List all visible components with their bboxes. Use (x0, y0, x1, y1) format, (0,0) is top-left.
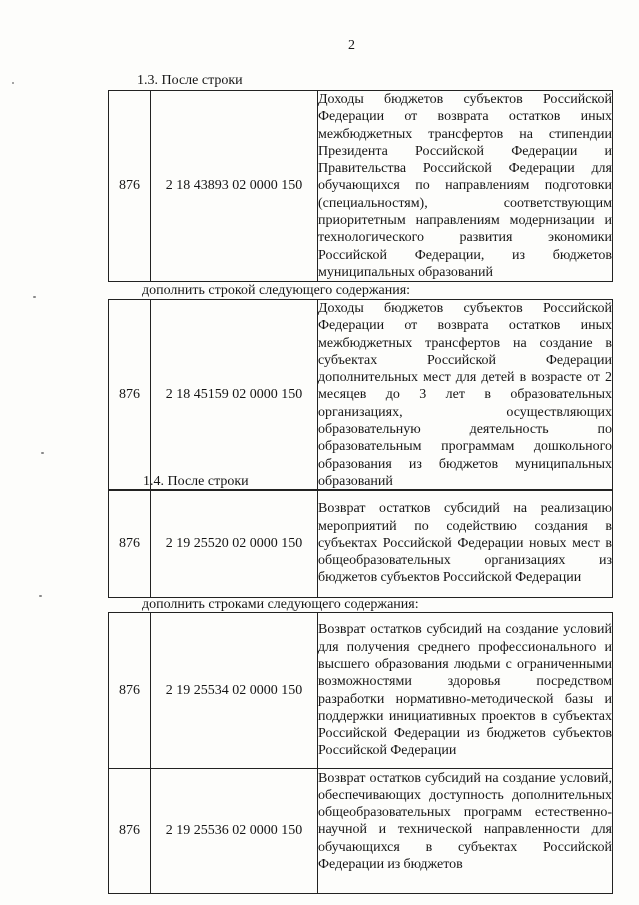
income-description: Возврат остатков субсидий на создание условий, обеспечивающих доступность дополнительных общеобразовательных программ естественно-научной и технической направленности для обучающихся в субъектах Российской Федерации из бюджетов (318, 770, 612, 872)
admin-code-cell: 876 (109, 613, 151, 769)
admin-code-cell: 876 (109, 91, 151, 282)
section-heading-1-3: 1.3. После строки (137, 73, 243, 88)
admin-code-cell: 876 (109, 769, 151, 894)
scan-mark (12, 82, 14, 84)
table-row (109, 613, 613, 769)
kbk-code-cell: 2 18 45159 02 0000 150 (151, 300, 318, 491)
table-row (109, 91, 613, 282)
scan-mark (41, 452, 44, 454)
income-description: Возврат остатков субсидий на создание условий для получения среднего профессионального и высшего образования людьми с ограниченными возможностями здоровья посредством разработки нормативно-методической базы и поддержки инициативных проектов в субъектах Российской Федерации из бюджетов субъектов Российской Федерации (318, 622, 612, 759)
table-row (109, 490, 613, 598)
budget-code-table (108, 489, 613, 598)
income-description-cell (318, 300, 613, 491)
income-description-cell (318, 490, 613, 598)
budget-code-table (108, 90, 613, 282)
admin-code-cell: 876 (109, 490, 151, 598)
kbk-code-cell: 2 19 25534 02 0000 150 (151, 613, 318, 769)
section-heading-1-4: 1.4. После строки (143, 474, 249, 489)
section-heading-add-rows: дополнить строками следующего содержания: (142, 597, 419, 612)
kbk-code-cell: 2 19 25536 02 0000 150 (151, 769, 318, 894)
income-description: Возврат остатков субсидий на реализацию мероприятий по содействию создания в субъектах Российской Федерации новых мест в общеобразовательных организациях из бюджетов субъектов Российской Федерации (318, 501, 612, 586)
kbk-code-cell: 2 19 25520 02 0000 150 (151, 490, 318, 598)
page-number: 2 (348, 38, 355, 53)
income-description-cell (318, 613, 613, 769)
section-heading-add-row: дополнить строкой следующего содержания: (142, 283, 411, 298)
kbk-code-cell: 2 18 43893 02 0000 150 (151, 91, 318, 282)
income-description-cell (318, 91, 613, 282)
budget-code-table (108, 299, 613, 491)
income-description-cell (318, 769, 613, 894)
admin-code-cell: 876 (109, 300, 151, 491)
table-row (109, 300, 613, 491)
income-description: Доходы бюджетов субъектов Российской Федерации от возврата остатков иных межбюджетных трансфертов на создание в субъектах Российской Федерации дополнительных мест для детей в возрасте от 2 месяцев до 3 лет в образовательных организациях, осуществляющих образовательную деятельность по образовательным программам дошкольного образования из бюджетов муниципальных образований (318, 301, 612, 489)
income-description: Доходы бюджетов субъектов Российской Федерации от возврата остатков иных межбюджетных трансфертов на стипендии Президента Российской Федерации и Правительства Российской Федерации для обучающихся по направлениям подготовки (специальностям), соответствующим приоритетным направлениям модернизации и технологического развития экономики Российской Федерации, из бюджетов муниципальных образований (318, 92, 612, 280)
scan-mark (33, 296, 36, 298)
table-row (109, 769, 613, 894)
scan-mark (39, 595, 42, 597)
budget-code-table (108, 612, 613, 894)
